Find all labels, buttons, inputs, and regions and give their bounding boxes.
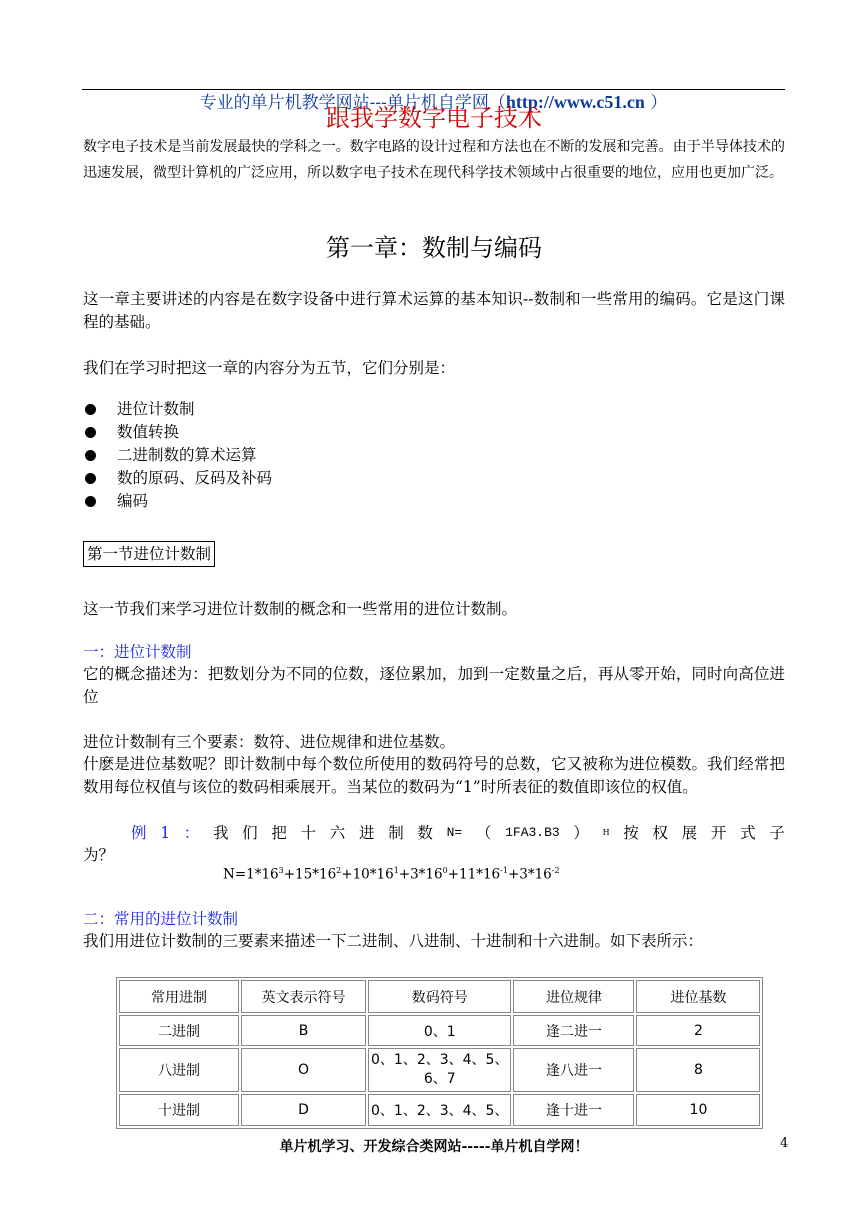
table-header-row bbox=[119, 980, 760, 1013]
example-word: 子 bbox=[769, 824, 785, 842]
list-item: 数的原码、反码及补码 bbox=[83, 467, 272, 490]
example-subscript: H bbox=[602, 828, 610, 837]
bullet-icon bbox=[85, 450, 96, 461]
example-word: 按 bbox=[623, 824, 639, 842]
table-cell: B bbox=[241, 1015, 366, 1046]
page-footer: 单片机学习、开发综合类网站-----单片机自学网！ bbox=[279, 1139, 589, 1155]
table-row bbox=[119, 1048, 760, 1092]
table-header-cell: 进位规律 bbox=[513, 980, 634, 1013]
table-cell: 二进制 bbox=[119, 1015, 239, 1046]
example-label-colon: ： bbox=[183, 824, 200, 842]
sections-lead: 我们在学习时把这一章的内容分为五节，它们分别是： bbox=[83, 359, 456, 377]
table-row bbox=[119, 1015, 760, 1046]
example-line bbox=[83, 822, 785, 844]
example-word: 制 bbox=[388, 824, 404, 842]
table-cell: 0、1、2、3、4、5、6、7 bbox=[368, 1048, 511, 1092]
example-word: 展 bbox=[681, 824, 698, 842]
concept-label: 它的概念描述为： bbox=[83, 665, 208, 683]
example-continuation: 为？ bbox=[83, 846, 115, 864]
table-cell: 逢八进一 bbox=[513, 1048, 634, 1092]
table-cell: 十进制 bbox=[119, 1094, 239, 1126]
bullet-icon bbox=[85, 473, 96, 484]
concept-paragraph bbox=[83, 663, 785, 708]
bullet-icon bbox=[85, 496, 96, 507]
example-word: 数 bbox=[417, 824, 433, 842]
subsection-text: 我们用进位计数制的三要素来描述一下二进制、八进制、十进制和十六进制。如下表所示： bbox=[83, 932, 704, 950]
table-cell: 0、1 bbox=[368, 1015, 511, 1046]
header-text-end: ） bbox=[644, 93, 668, 113]
chapter-title: 第一章：数制与编码 bbox=[326, 234, 542, 262]
example-label-number: 1 bbox=[160, 824, 171, 842]
table-cell: 0、1、2、3、4、5、 bbox=[368, 1094, 511, 1126]
table-cell: D bbox=[241, 1094, 366, 1126]
table-cell: 逢十进一 bbox=[513, 1094, 634, 1126]
example-word: （ bbox=[475, 824, 492, 842]
table-cell: 2 bbox=[636, 1015, 760, 1046]
subsection-title: 一：进位计数制 bbox=[83, 643, 192, 661]
table-cell: O bbox=[241, 1048, 366, 1092]
table-header-cell: 进位基数 bbox=[636, 980, 760, 1013]
subsection-title: 二：常用的进位计数制 bbox=[83, 910, 239, 928]
example-word: 权 bbox=[652, 824, 668, 842]
table-header-cell: 英文表示符号 bbox=[241, 980, 366, 1013]
table-header-cell: 数码符号 bbox=[368, 980, 511, 1013]
bullet-icon bbox=[85, 427, 96, 438]
list-item: 进位计数制 bbox=[83, 398, 272, 421]
list-item: 编码 bbox=[83, 490, 272, 513]
example-word: ） bbox=[573, 824, 589, 842]
bullet-icon bbox=[85, 404, 96, 415]
example-word: N= bbox=[446, 825, 463, 840]
table-cell: 8 bbox=[636, 1048, 760, 1092]
section-title-box: 第一节进位计数制 bbox=[83, 541, 215, 567]
section-list bbox=[83, 398, 272, 513]
document-title: 跟我学数字电子技术 bbox=[326, 104, 542, 132]
table-cell: 八进制 bbox=[119, 1048, 239, 1092]
example-word: 六 bbox=[329, 824, 346, 842]
number-systems-table bbox=[116, 977, 763, 1129]
list-item: 数值转换 bbox=[83, 421, 272, 444]
header-text: 专业的单片机教学网站---单片机自学网（ bbox=[199, 93, 506, 113]
intro-paragraph: 数字电子技术是当前发展最快的学科之一。数字电路的设计过程和方法也在不断的发展和完善。由于半导体技术的迅速发展，微型计算机的广泛应用，所以数字电子技术在现代科学技术领域中占很重要的地位，应用也更加广泛。 bbox=[83, 139, 785, 181]
table-row bbox=[119, 1094, 760, 1126]
table-cell: 10 bbox=[636, 1094, 760, 1126]
list-item: 二进制数的算术运算 bbox=[83, 444, 272, 467]
example-word: 进 bbox=[358, 824, 375, 842]
example-word: 我 bbox=[212, 824, 229, 842]
base-text: 即计数制中每个数位所使用的数码符号的总数，它又被称为进位模数。我们经常把数用每位权值与该位的数码相乘展开。当某位的数码为“1”时所表征的数值即该位的权值。 bbox=[83, 755, 785, 796]
example-label-word: 例 bbox=[131, 824, 147, 842]
section-lead: 这一节我们来学习进位计数制的概念和一些常用的进位计数制。 bbox=[83, 600, 518, 618]
table-header-cell: 常用进制 bbox=[119, 980, 239, 1013]
base-question: 什麽是进位基数呢？ bbox=[83, 755, 224, 773]
example-word: 十 bbox=[300, 824, 317, 842]
example-word: 式 bbox=[740, 824, 756, 842]
base-paragraph bbox=[83, 753, 785, 798]
chapter-intro: 这一章主要讲述的内容是在数字设备中进行算术运算的基本知识--数制和一些常用的编码。它是这门课程的基础。 bbox=[83, 290, 785, 331]
table-cell: 逢二进一 bbox=[513, 1015, 634, 1046]
example-word: 们 bbox=[242, 824, 258, 842]
concept-text: 把数划分为不同的位数，逐位累加，加到一定数量之后，再从零开始，同时向高位进位 bbox=[83, 665, 785, 706]
example-word: 开 bbox=[710, 824, 727, 842]
expansion-formula: $N=1*16^3+15*16^2+10*16^1+3*16^0+11*16^{-1}+3*16^{-2}$ bbox=[223, 866, 560, 883]
header-divider bbox=[82, 89, 785, 90]
example-word: 把 bbox=[271, 824, 287, 842]
page-number: 4 bbox=[780, 1136, 789, 1151]
header-url-link[interactable]: http://www.c51.cn bbox=[505, 92, 645, 112]
elements-paragraph: 进位计数制有三个要素：数符、进位规律和进位基数。 bbox=[83, 733, 456, 751]
example-block bbox=[83, 822, 785, 866]
example-hex-number: 1FA3.B3 bbox=[505, 825, 560, 840]
